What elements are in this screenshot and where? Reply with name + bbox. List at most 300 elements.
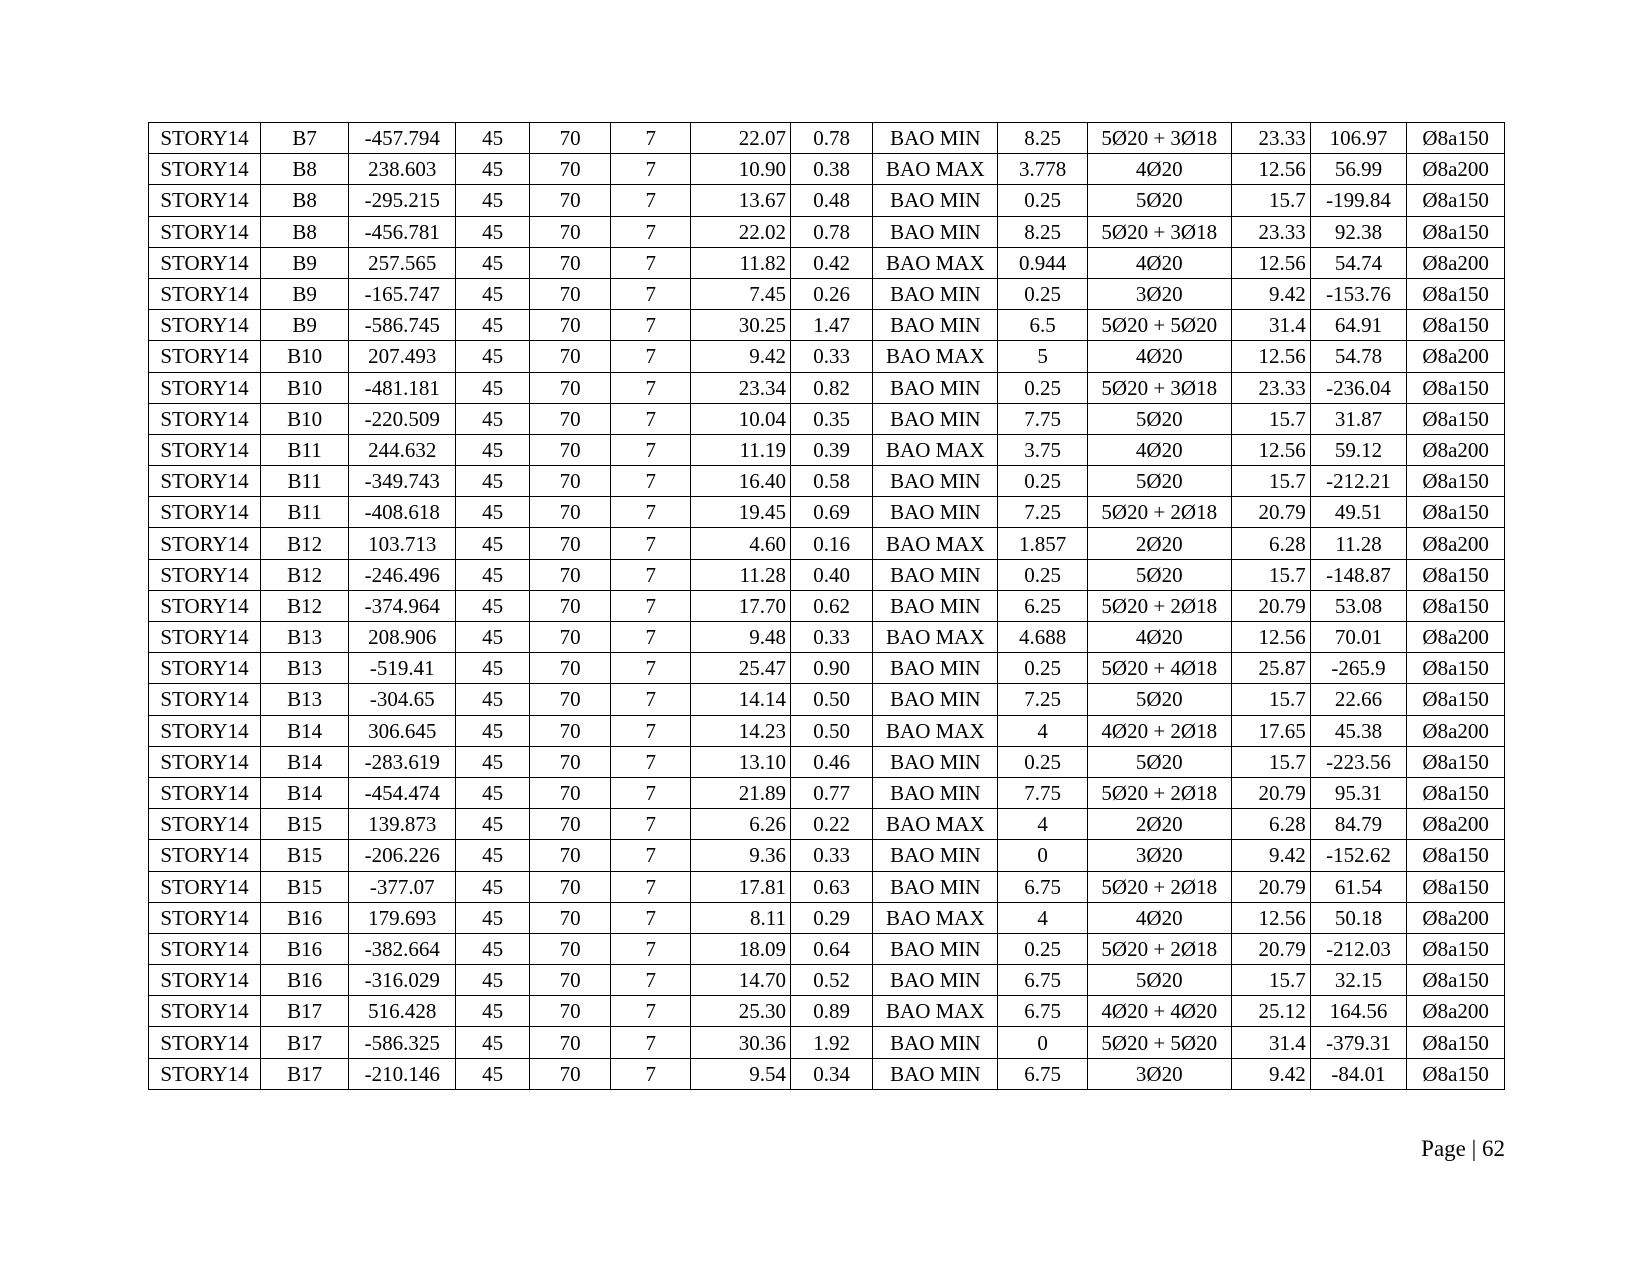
story-cell: STORY14 [149,1027,261,1058]
shear-cell: -199.84 [1310,185,1407,216]
beam-cell: B8 [260,216,348,247]
value-cell: 4 [998,809,1087,840]
shear-cell: 31.87 [1310,403,1407,434]
height-cell: 70 [530,1058,611,1089]
rebar-cell: 5Ø20 + 5Ø20 [1087,310,1231,341]
ratio-cell: 0.26 [791,278,873,309]
type-cell: BAO MAX [873,341,998,372]
beam-cell: B12 [260,559,348,590]
story-cell: STORY14 [149,403,261,434]
value-cell: 1.857 [998,528,1087,559]
height-cell: 70 [530,653,611,684]
rebar-cell: 5Ø20 + 2Ø18 [1087,777,1231,808]
cover-cell: 7 [611,403,691,434]
moment-cell: -586.325 [349,1027,456,1058]
area-cell: 14.23 [691,715,791,746]
area-cell: 16.40 [691,466,791,497]
story-cell: STORY14 [149,622,261,653]
moment-cell: 306.645 [349,715,456,746]
shear-cell: 92.38 [1310,216,1407,247]
rebar-area-cell: 9.42 [1231,1058,1310,1089]
moment-cell: -283.619 [349,746,456,777]
stirrup-cell: Ø8a150 [1407,684,1505,715]
rebar-area-cell: 12.56 [1231,434,1310,465]
width-cell: 45 [456,247,530,278]
value-cell: 0.25 [998,933,1087,964]
rebar-area-cell: 12.56 [1231,341,1310,372]
story-cell: STORY14 [149,466,261,497]
ratio-cell: 0.69 [791,497,873,528]
moment-cell: -304.65 [349,684,456,715]
rebar-cell: 5Ø20 + 5Ø20 [1087,1027,1231,1058]
cover-cell: 7 [611,622,691,653]
stirrup-cell: Ø8a200 [1407,154,1505,185]
width-cell: 45 [456,1058,530,1089]
stirrup-cell: Ø8a150 [1407,403,1505,434]
rebar-area-cell: 17.65 [1231,715,1310,746]
rebar-area-cell: 12.56 [1231,247,1310,278]
rebar-area-cell: 15.7 [1231,466,1310,497]
rebar-cell: 4Ø20 + 2Ø18 [1087,715,1231,746]
area-cell: 25.30 [691,996,791,1027]
stirrup-cell: Ø8a200 [1407,247,1505,278]
moment-cell: -206.226 [349,840,456,871]
table-body [149,123,1505,1090]
page-number: Page | 62 [1421,1136,1505,1161]
rebar-area-cell: 25.87 [1231,653,1310,684]
value-cell: 0.25 [998,466,1087,497]
area-cell: 11.19 [691,434,791,465]
type-cell: BAO MIN [873,653,998,684]
rebar-area-cell: 15.7 [1231,746,1310,777]
beam-cell: B12 [260,590,348,621]
beam-cell: B9 [260,310,348,341]
rebar-cell: 5Ø20 [1087,559,1231,590]
table-row [149,1027,1505,1058]
cover-cell: 7 [611,871,691,902]
height-cell: 70 [530,902,611,933]
moment-cell: 179.693 [349,902,456,933]
area-cell: 6.26 [691,809,791,840]
cover-cell: 7 [611,341,691,372]
type-cell: BAO MIN [873,403,998,434]
moment-cell: -165.747 [349,278,456,309]
table-row [149,965,1505,996]
beam-cell: B17 [260,1058,348,1089]
cover-cell: 7 [611,466,691,497]
table-row [149,310,1505,341]
story-cell: STORY14 [149,434,261,465]
area-cell: 10.04 [691,403,791,434]
rebar-area-cell: 6.28 [1231,528,1310,559]
stirrup-cell: Ø8a150 [1407,965,1505,996]
type-cell: BAO MIN [873,777,998,808]
area-cell: 13.10 [691,746,791,777]
value-cell: 3.778 [998,154,1087,185]
area-cell: 10.90 [691,154,791,185]
shear-cell: 22.66 [1310,684,1407,715]
story-cell: STORY14 [149,777,261,808]
rebar-cell: 4Ø20 [1087,247,1231,278]
rebar-area-cell: 9.42 [1231,840,1310,871]
table-row [149,372,1505,403]
type-cell: BAO MIN [873,746,998,777]
rebar-area-cell: 31.4 [1231,1027,1310,1058]
stirrup-cell: Ø8a200 [1407,434,1505,465]
width-cell: 45 [456,372,530,403]
moment-cell: -374.964 [349,590,456,621]
width-cell: 45 [456,777,530,808]
cover-cell: 7 [611,777,691,808]
shear-cell: 70.01 [1310,622,1407,653]
area-cell: 23.34 [691,372,791,403]
table-row [149,840,1505,871]
area-cell: 11.82 [691,247,791,278]
type-cell: BAO MAX [873,247,998,278]
stirrup-cell: Ø8a150 [1407,372,1505,403]
rebar-area-cell: 20.79 [1231,497,1310,528]
width-cell: 45 [456,216,530,247]
stirrup-cell: Ø8a150 [1407,746,1505,777]
beam-cell: B15 [260,840,348,871]
shear-cell: -153.76 [1310,278,1407,309]
width-cell: 45 [456,840,530,871]
moment-cell: 139.873 [349,809,456,840]
ratio-cell: 1.92 [791,1027,873,1058]
shear-cell: -379.31 [1310,1027,1407,1058]
rebar-cell: 4Ø20 [1087,622,1231,653]
cover-cell: 7 [611,996,691,1027]
type-cell: BAO MIN [873,1058,998,1089]
shear-cell: -152.62 [1310,840,1407,871]
table-row [149,809,1505,840]
beam-cell: B10 [260,403,348,434]
width-cell: 45 [456,590,530,621]
cover-cell: 7 [611,809,691,840]
value-cell: 0.25 [998,185,1087,216]
table-row [149,590,1505,621]
value-cell: 0.944 [998,247,1087,278]
moment-cell: -382.664 [349,933,456,964]
table-row [149,497,1505,528]
cover-cell: 7 [611,216,691,247]
type-cell: BAO MAX [873,809,998,840]
height-cell: 70 [530,403,611,434]
stirrup-cell: Ø8a200 [1407,341,1505,372]
width-cell: 45 [456,653,530,684]
width-cell: 45 [456,684,530,715]
rebar-cell: 4Ø20 [1087,902,1231,933]
table-row [149,403,1505,434]
rebar-cell: 5Ø20 [1087,403,1231,434]
shear-cell: 56.99 [1310,154,1407,185]
height-cell: 70 [530,310,611,341]
area-cell: 9.42 [691,341,791,372]
type-cell: BAO MAX [873,434,998,465]
ratio-cell: 0.40 [791,559,873,590]
area-cell: 25.47 [691,653,791,684]
width-cell: 45 [456,933,530,964]
height-cell: 70 [530,185,611,216]
beam-cell: B13 [260,684,348,715]
stirrup-cell: Ø8a200 [1407,996,1505,1027]
value-cell: 6.5 [998,310,1087,341]
width-cell: 45 [456,434,530,465]
ratio-cell: 0.82 [791,372,873,403]
table-row [149,434,1505,465]
cover-cell: 7 [611,653,691,684]
story-cell: STORY14 [149,715,261,746]
stirrup-cell: Ø8a150 [1407,559,1505,590]
ratio-cell: 0.46 [791,746,873,777]
shear-cell: 61.54 [1310,871,1407,902]
table-row [149,684,1505,715]
value-cell: 4 [998,902,1087,933]
rebar-cell: 5Ø20 + 3Ø18 [1087,123,1231,154]
type-cell: BAO MIN [873,684,998,715]
ratio-cell: 0.62 [791,590,873,621]
type-cell: BAO MAX [873,622,998,653]
rebar-area-cell: 15.7 [1231,185,1310,216]
width-cell: 45 [456,746,530,777]
value-cell: 6.75 [998,1058,1087,1089]
beam-cell: B8 [260,154,348,185]
area-cell: 11.28 [691,559,791,590]
moment-cell: -210.146 [349,1058,456,1089]
shear-cell: -212.21 [1310,466,1407,497]
width-cell: 45 [456,497,530,528]
ratio-cell: 0.89 [791,996,873,1027]
story-cell: STORY14 [149,871,261,902]
type-cell: BAO MIN [873,216,998,247]
type-cell: BAO MIN [873,466,998,497]
beam-cell: B15 [260,809,348,840]
width-cell: 45 [456,559,530,590]
story-cell: STORY14 [149,996,261,1027]
beam-cell: B10 [260,341,348,372]
ratio-cell: 0.33 [791,622,873,653]
ratio-cell: 0.39 [791,434,873,465]
area-cell: 9.54 [691,1058,791,1089]
moment-cell: -454.474 [349,777,456,808]
shear-cell: 84.79 [1310,809,1407,840]
shear-cell: 32.15 [1310,965,1407,996]
shear-cell: 50.18 [1310,902,1407,933]
width-cell: 45 [456,123,530,154]
shear-cell: 106.97 [1310,123,1407,154]
stirrup-cell: Ø8a200 [1407,622,1505,653]
area-cell: 22.07 [691,123,791,154]
rebar-cell: 3Ø20 [1087,840,1231,871]
ratio-cell: 0.77 [791,777,873,808]
rebar-area-cell: 31.4 [1231,310,1310,341]
height-cell: 70 [530,497,611,528]
rebar-cell: 5Ø20 [1087,684,1231,715]
width-cell: 45 [456,466,530,497]
height-cell: 70 [530,216,611,247]
cover-cell: 7 [611,434,691,465]
type-cell: BAO MAX [873,154,998,185]
stirrup-cell: Ø8a150 [1407,278,1505,309]
stirrup-cell: Ø8a200 [1407,809,1505,840]
area-cell: 18.09 [691,933,791,964]
stirrup-cell: Ø8a150 [1407,216,1505,247]
type-cell: BAO MIN [873,840,998,871]
moment-cell: 516.428 [349,996,456,1027]
ratio-cell: 0.33 [791,341,873,372]
value-cell: 0.25 [998,559,1087,590]
cover-cell: 7 [611,684,691,715]
cover-cell: 7 [611,933,691,964]
table-row [149,996,1505,1027]
stirrup-cell: Ø8a150 [1407,840,1505,871]
ratio-cell: 0.29 [791,902,873,933]
story-cell: STORY14 [149,278,261,309]
area-cell: 17.70 [691,590,791,621]
height-cell: 70 [530,123,611,154]
ratio-cell: 0.63 [791,871,873,902]
area-cell: 13.67 [691,185,791,216]
type-cell: BAO MIN [873,185,998,216]
beam-cell: B8 [260,185,348,216]
table-row [149,154,1505,185]
rebar-cell: 5Ø20 [1087,466,1231,497]
area-cell: 30.25 [691,310,791,341]
table-row [149,278,1505,309]
cover-cell: 7 [611,715,691,746]
cover-cell: 7 [611,497,691,528]
table-row [149,1058,1505,1089]
table-row [149,871,1505,902]
beam-cell: B15 [260,871,348,902]
moment-cell: -586.745 [349,310,456,341]
story-cell: STORY14 [149,653,261,684]
height-cell: 70 [530,965,611,996]
ratio-cell: 0.52 [791,965,873,996]
story-cell: STORY14 [149,933,261,964]
beam-cell: B14 [260,715,348,746]
value-cell: 6.25 [998,590,1087,621]
ratio-cell: 0.33 [791,840,873,871]
ratio-cell: 0.35 [791,403,873,434]
cover-cell: 7 [611,590,691,621]
area-cell: 8.11 [691,902,791,933]
stirrup-cell: Ø8a200 [1407,715,1505,746]
width-cell: 45 [456,1027,530,1058]
height-cell: 70 [530,278,611,309]
story-cell: STORY14 [149,809,261,840]
stirrup-cell: Ø8a150 [1407,1027,1505,1058]
table-row [149,247,1505,278]
value-cell: 7.25 [998,684,1087,715]
width-cell: 45 [456,871,530,902]
height-cell: 70 [530,777,611,808]
width-cell: 45 [456,154,530,185]
area-cell: 17.81 [691,871,791,902]
value-cell: 7.75 [998,777,1087,808]
height-cell: 70 [530,1027,611,1058]
rebar-cell: 5Ø20 + 3Ø18 [1087,372,1231,403]
rebar-area-cell: 15.7 [1231,559,1310,590]
table-row [149,777,1505,808]
rebar-area-cell: 15.7 [1231,403,1310,434]
value-cell: 4 [998,715,1087,746]
cover-cell: 7 [611,1027,691,1058]
cover-cell: 7 [611,1058,691,1089]
cover-cell: 7 [611,840,691,871]
table-row [149,715,1505,746]
type-cell: BAO MIN [873,590,998,621]
table-row [149,902,1505,933]
type-cell: BAO MAX [873,902,998,933]
ratio-cell: 0.58 [791,466,873,497]
shear-cell: -236.04 [1310,372,1407,403]
rebar-area-cell: 25.12 [1231,996,1310,1027]
table-row [149,466,1505,497]
rebar-cell: 3Ø20 [1087,1058,1231,1089]
value-cell: 7.25 [998,497,1087,528]
moment-cell: -377.07 [349,871,456,902]
value-cell: 0.25 [998,278,1087,309]
cover-cell: 7 [611,247,691,278]
height-cell: 70 [530,247,611,278]
stirrup-cell: Ø8a150 [1407,777,1505,808]
type-cell: BAO MIN [873,372,998,403]
height-cell: 70 [530,622,611,653]
height-cell: 70 [530,840,611,871]
height-cell: 70 [530,809,611,840]
width-cell: 45 [456,278,530,309]
width-cell: 45 [456,185,530,216]
height-cell: 70 [530,746,611,777]
width-cell: 45 [456,715,530,746]
value-cell: 8.25 [998,216,1087,247]
rebar-cell: 2Ø20 [1087,528,1231,559]
type-cell: BAO MIN [873,871,998,902]
rebar-area-cell: 23.33 [1231,123,1310,154]
rebar-cell: 3Ø20 [1087,278,1231,309]
area-cell: 9.36 [691,840,791,871]
cover-cell: 7 [611,965,691,996]
beam-cell: B9 [260,247,348,278]
stirrup-cell: Ø8a150 [1407,497,1505,528]
table-row [149,653,1505,684]
rebar-area-cell: 20.79 [1231,777,1310,808]
ratio-cell: 0.38 [791,154,873,185]
height-cell: 70 [530,871,611,902]
stirrup-cell: Ø8a200 [1407,528,1505,559]
ratio-cell: 0.16 [791,528,873,559]
beam-cell: B12 [260,528,348,559]
moment-cell: -316.029 [349,965,456,996]
height-cell: 70 [530,715,611,746]
height-cell: 70 [530,466,611,497]
story-cell: STORY14 [149,497,261,528]
value-cell: 5 [998,341,1087,372]
moment-cell: -519.41 [349,653,456,684]
type-cell: BAO MIN [873,965,998,996]
height-cell: 70 [530,590,611,621]
moment-cell: -456.781 [349,216,456,247]
table-row [149,746,1505,777]
shear-cell: 64.91 [1310,310,1407,341]
stirrup-cell: Ø8a150 [1407,310,1505,341]
cover-cell: 7 [611,123,691,154]
stirrup-cell: Ø8a150 [1407,123,1505,154]
table-row [149,185,1505,216]
beam-design-table [148,122,1505,1090]
height-cell: 70 [530,372,611,403]
